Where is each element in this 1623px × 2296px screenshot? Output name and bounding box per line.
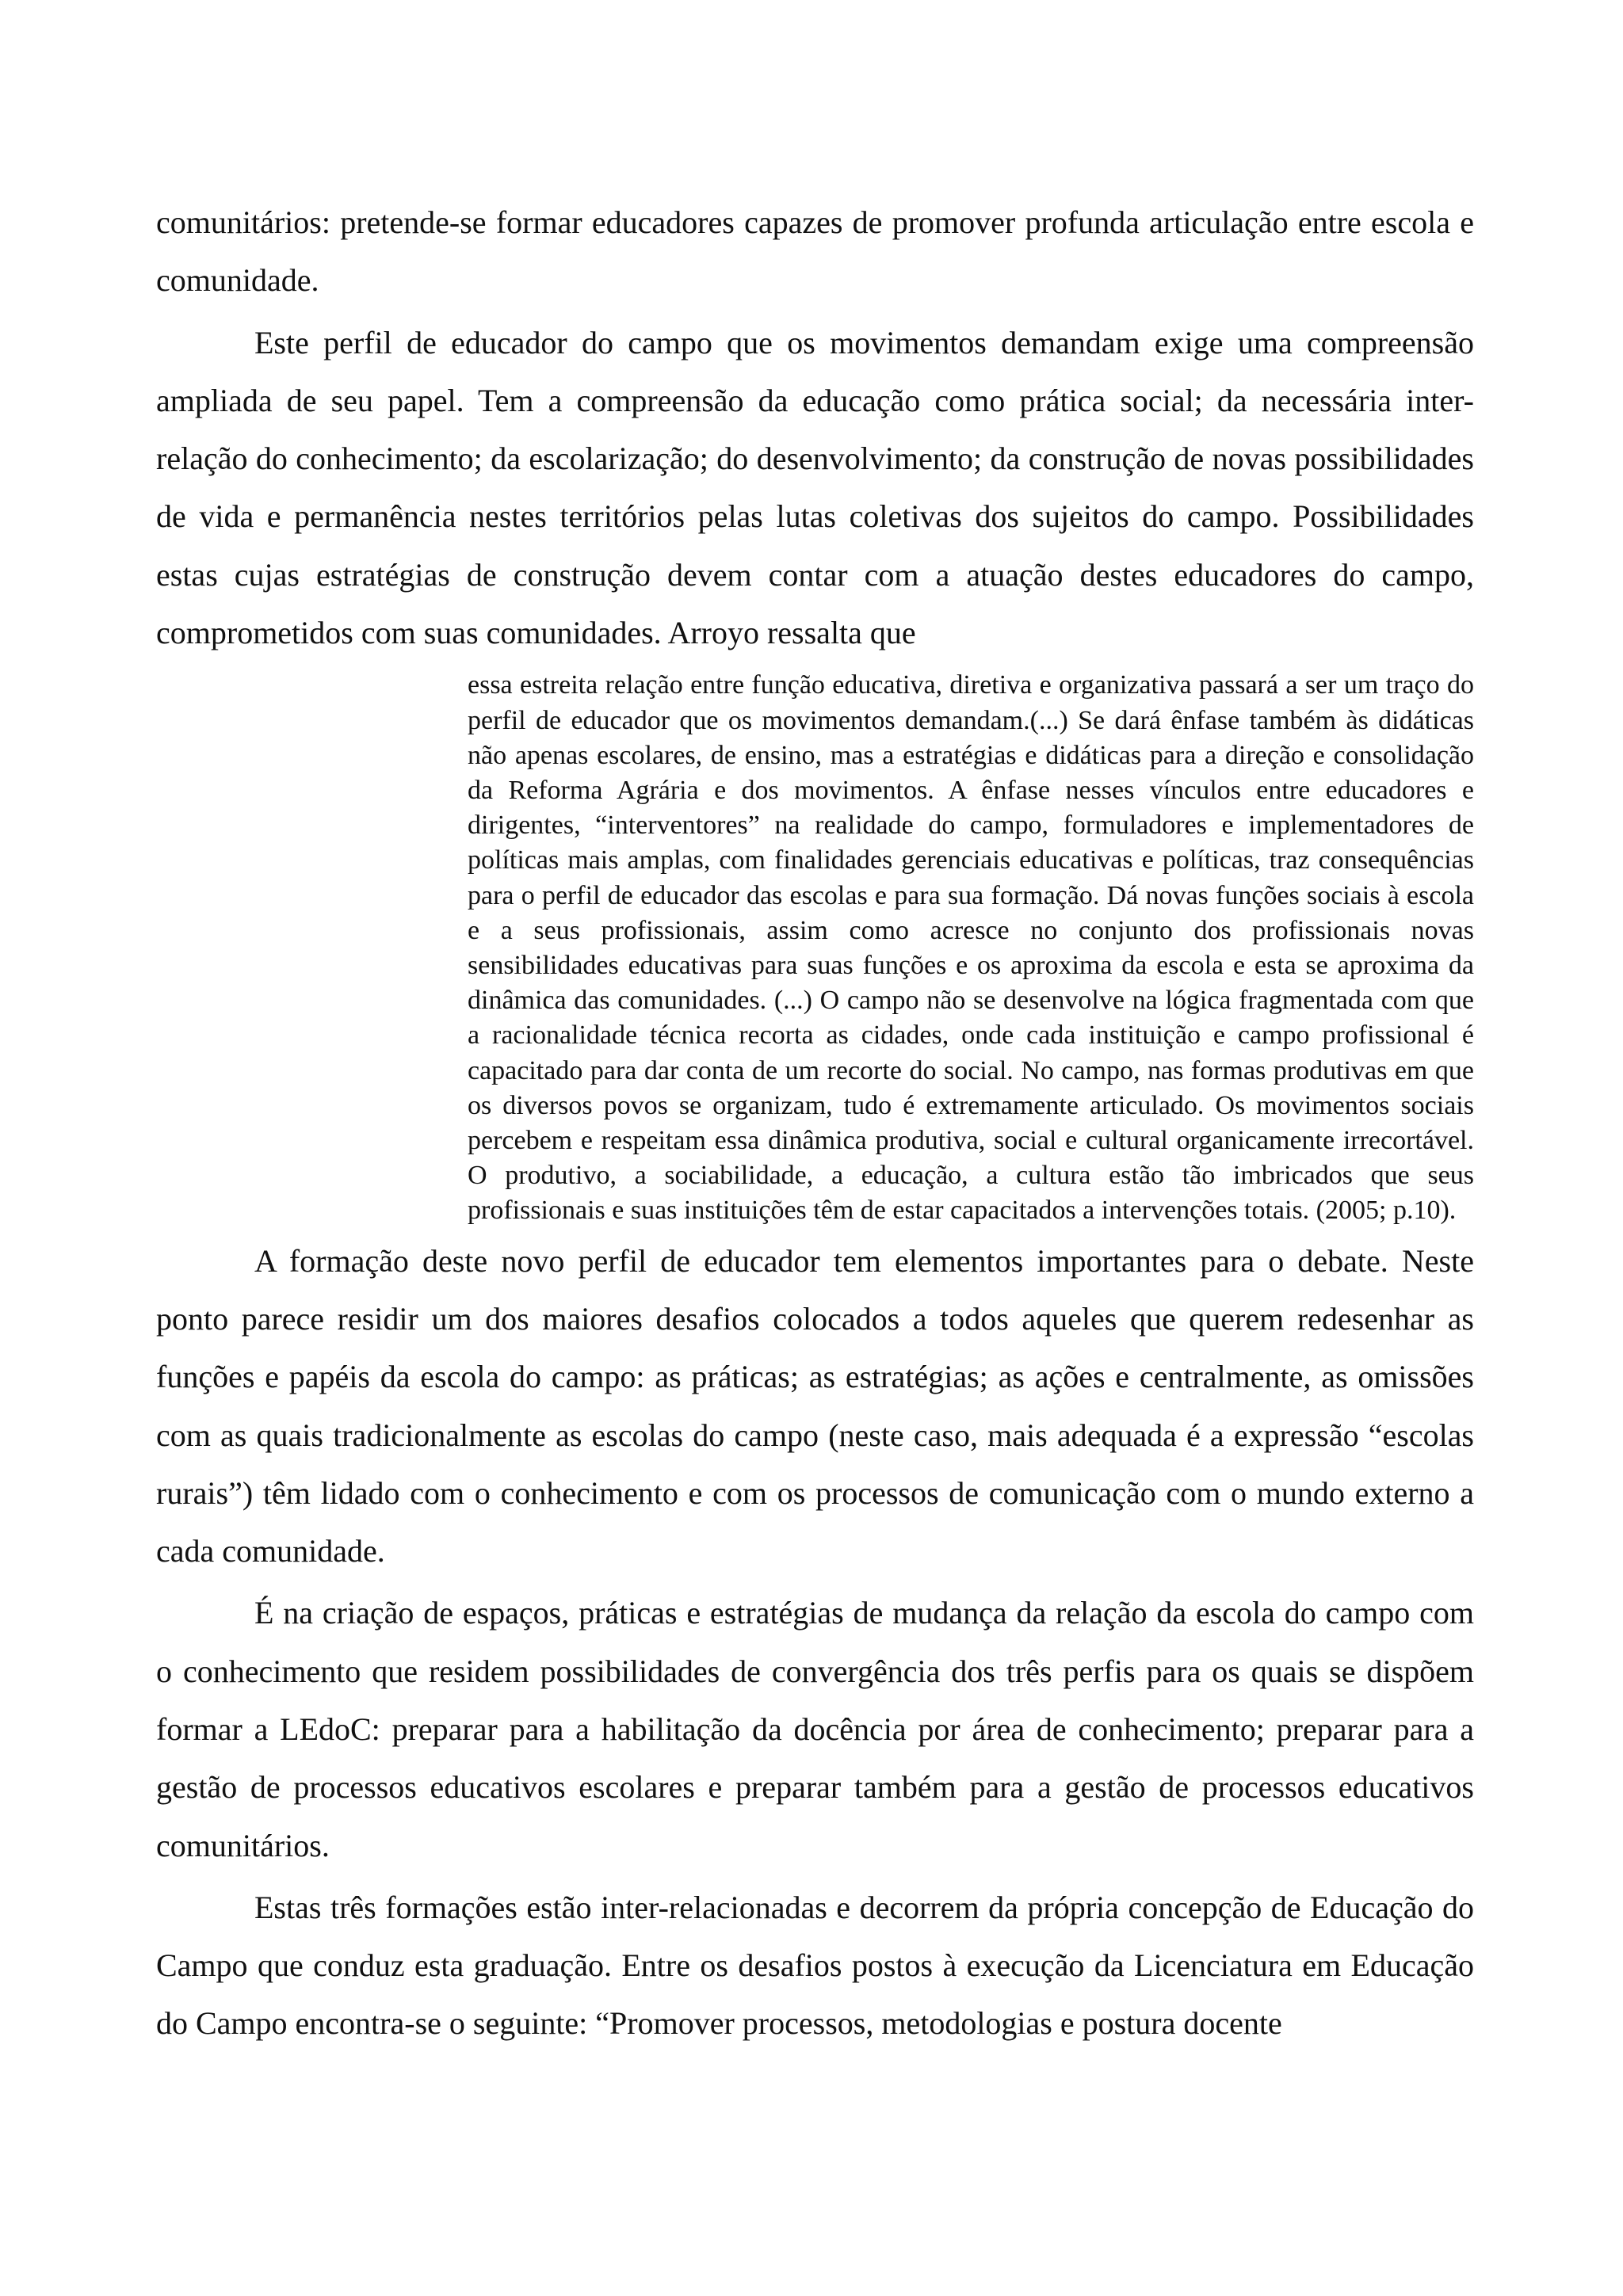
paragraph-4: É na criação de espaços, práticas e estratégias de mudança da relação da escola do campo com o conhecimento que residem possibilidades de convergência dos três perfis para os quais se dispõem formar a LEdoC: preparar para a habilitação da docência por área de conhecimento; preparar para a gestão de processos educativos escolares e preparar também para a gestão de processos educativos comunitários. — [156, 1595, 1474, 1863]
paragraph-1: comunitários: pretende-se formar educadores capazes de promover profunda articulação entre escola e comunidade. — [156, 204, 1474, 299]
paragraph-3: A formação deste novo perfil de educador tem elementos importantes para o debate. Neste ponto parece residir um dos maiores desafios colocados a todos aqueles que querem redesenhar as funções e papéis da escola do campo: as práticas; as estratégias; as ações e centralmente, as omissões com as quais tradicionalmente as escolas do campo (neste caso, mais adequada é a expressão “escolas rurais”) têm lidado com o conhecimento e com os processos de comunicação com o mundo externo a cada comunidade. — [156, 1242, 1474, 1569]
paragraph-5: Estas três formações estão inter-relacionadas e decorrem da própria concepção de Educação do Campo que conduz esta graduação. Entre os desafios postos à execução da Licenciatura em Educação do Campo encontra-se o seguinte: “Promover processos, metodologias e postura docente — [156, 1889, 1474, 2042]
document-page — [156, 193, 1474, 2053]
paragraph-2: Este perfil de educador do campo que os movimentos demandam exige uma compreensão ampliada de seu papel. Tem a compreensão da educação como prática social; da necessária inter-relação do conhecimento; da escolarização; do desenvolvimento; da construção de novas possibilidades de vida e permanência nestes territórios pelas lutas coletivas dos sujeitos do campo. Possibilidades estas cujas estratégias de construção devem contar com a atuação destes educadores do campo, comprometidos com suas comunidades. Arroyo ressalta que — [156, 324, 1474, 651]
block-quote: essa estreita relação entre função educativa, diretiva e organizativa passará a ser um traço do perfil de educador que os movimentos demandam.(...) Se dará ênfase também às didáticas não apenas escolares, de ensino, mas a estratégias e didáticas para a direção e consolidação da Reforma Agrária e dos movimentos. A ênfase nesses vínculos entre educadores e dirigentes, “interventores” na realidade do campo, formuladores e implementadores de políticas mais amplas, com finalidades gerenciais educativas e políticas, traz consequências para o perfil de educador das escolas e para sua formação. Dá novas funções sociais à escola e a seus profissionais, assim como acresce no conjunto dos profissionais novas sensibilidades educativas para suas funções e os aproxima da escola e esta se aproxima da dinâmica das comunidades. (...) O campo não se desenvolve na lógica fragmentada com que a racionalidade técnica recorta as cidades, onde cada instituição e campo profissional é capacitado para dar conta de um recorte do social. No campo, nas formas produtivas em que os diversos povos se organizam, tudo é extremamente articulado. Os movimentos sociais percebem e respeitam essa dinâmica produtiva, social e cultural organicamente irrecortável. O produtivo, a sociabilidade, a educação, a cultura estão tão imbricados que seus profissionais e suas instituições têm de estar capacitados a intervenções totais. (2005; p.10). — [468, 670, 1474, 1226]
